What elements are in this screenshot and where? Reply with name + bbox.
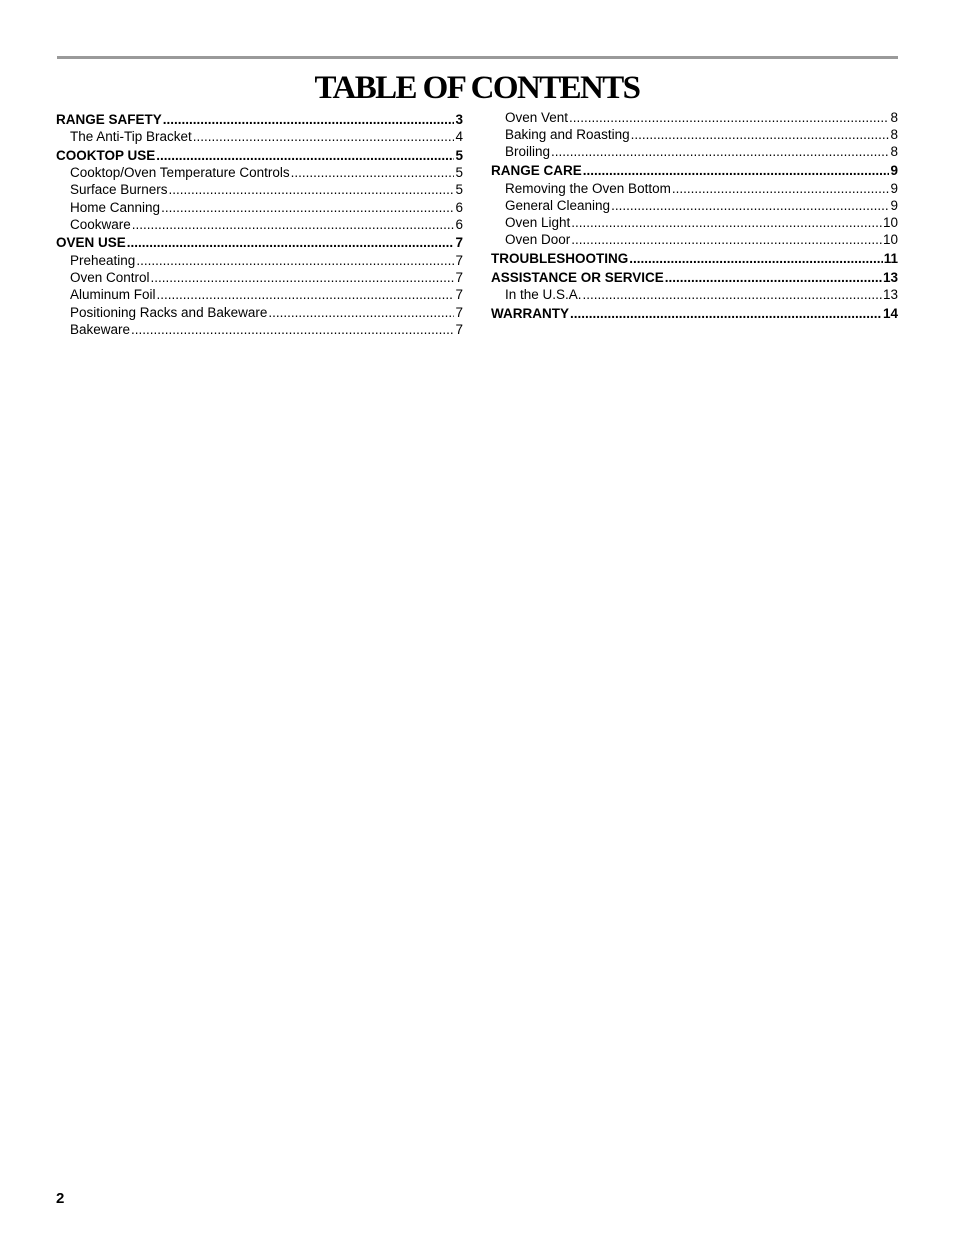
toc-entry-label: Oven Door <box>505 232 571 248</box>
toc-subsection-entry[interactable] <box>491 287 898 304</box>
toc-entry-label: Positioning Racks and Bakeware <box>70 304 268 320</box>
toc-subsection-entry[interactable] <box>56 305 463 322</box>
toc-section-entry[interactable] <box>56 148 463 166</box>
toc-entry-page: 9 <box>890 163 898 179</box>
toc-entry-page: 9 <box>890 197 898 213</box>
toc-entry-page: 5 <box>455 182 463 198</box>
page-number: 2 <box>56 1190 65 1207</box>
toc-entry-label: Oven Vent <box>505 110 569 125</box>
toc-subsection-entry[interactable] <box>56 287 463 304</box>
toc-entry-label: Aluminum Foil <box>70 287 156 303</box>
toc-entry-page: 8 <box>890 127 898 143</box>
toc-subsection-entry[interactable] <box>56 270 463 287</box>
toc-dot-leader <box>611 198 889 213</box>
toc-subsection-entry[interactable] <box>491 110 898 127</box>
toc-dot-leader <box>127 235 455 250</box>
toc-dot-leader <box>268 305 454 320</box>
toc-entry-page: 7 <box>455 304 463 320</box>
toc-entry-page: 4 <box>455 129 463 144</box>
toc-entry-page: 10 <box>882 214 898 230</box>
toc-dot-leader <box>665 270 882 285</box>
toc-entry-label: TROUBLESHOOTING <box>491 250 629 266</box>
toc-entry-label: Cooktop/Oven Temperature Controls <box>70 165 290 181</box>
toc-entry-page: 3 <box>455 111 463 127</box>
toc-subsection-entry[interactable] <box>56 217 463 234</box>
toc-entry-page: 6 <box>455 199 463 215</box>
toc-entry-page: 7 <box>455 321 463 337</box>
toc-entry-page: 14 <box>882 306 898 321</box>
toc-dot-leader <box>151 270 455 285</box>
toc-entry-label: ASSISTANCE OR SERVICE <box>491 269 664 285</box>
toc-left-column <box>56 110 463 339</box>
toc-entry-page: 10 <box>882 232 898 248</box>
toc-dot-leader <box>570 306 882 321</box>
toc-section-entry[interactable] <box>491 163 898 181</box>
toc-subsection-entry[interactable] <box>491 232 898 249</box>
toc-entry-label: OVEN USE <box>56 235 126 251</box>
toc-entry-page: 13 <box>882 287 898 303</box>
toc-entry-page: 8 <box>890 144 898 160</box>
toc-entry-label: Baking and Roasting <box>505 127 630 143</box>
toc-dot-leader <box>131 322 454 337</box>
toc-entry-page: 6 <box>455 216 463 232</box>
toc-dot-leader <box>569 110 889 125</box>
toc-subsection-entry[interactable] <box>56 322 463 339</box>
toc-section-entry[interactable] <box>56 112 463 130</box>
toc-entry-page: 7 <box>455 270 463 286</box>
toc-entry-page: 5 <box>455 165 463 181</box>
toc-entry-page: 8 <box>890 110 898 125</box>
toc-entry-label: General Cleaning <box>505 197 611 213</box>
toc-section-entry[interactable] <box>491 251 898 269</box>
toc-subsection-entry[interactable] <box>491 198 898 215</box>
toc-section-entry[interactable] <box>56 235 463 253</box>
toc-dot-leader <box>672 181 890 196</box>
toc-dot-leader <box>163 112 455 127</box>
toc-subsection-entry[interactable] <box>491 215 898 232</box>
toc-dot-leader <box>631 127 890 142</box>
toc-section-entry[interactable] <box>491 270 898 288</box>
toc-entry-label: Bakeware <box>70 321 131 337</box>
toc-entry-label: Cookware <box>70 216 131 232</box>
toc-dot-leader <box>161 200 454 215</box>
toc-entry-label: In the U.S.A. <box>505 287 582 303</box>
toc-dot-leader <box>629 251 882 266</box>
toc-dot-leader <box>291 165 455 180</box>
toc-subsection-entry[interactable] <box>56 253 463 270</box>
toc-dot-leader <box>169 182 455 197</box>
toc-entry-label: The Anti-Tip Bracket <box>70 129 192 144</box>
toc-entry-label: RANGE SAFETY <box>56 111 162 127</box>
toc-entry-page: 7 <box>455 287 463 303</box>
toc-entry-label: COOKTOP USE <box>56 147 156 163</box>
toc-dot-leader <box>193 129 455 144</box>
toc-dot-leader <box>571 215 882 230</box>
toc-entry-label: Removing the Oven Bottom <box>505 180 671 196</box>
toc-subsection-entry[interactable] <box>491 127 898 144</box>
toc-section-entry[interactable] <box>491 306 898 324</box>
toc-subsection-entry[interactable] <box>491 181 898 198</box>
header-rule <box>57 56 898 59</box>
toc-dot-leader <box>156 148 454 163</box>
toc-entry-label: Preheating <box>70 252 136 268</box>
toc-entry-label: WARRANTY <box>491 306 569 321</box>
toc-dot-leader <box>583 163 890 178</box>
toc-right-column <box>491 110 898 324</box>
toc-dot-leader <box>132 217 455 232</box>
toc-entry-page: 5 <box>455 147 463 163</box>
toc-dot-leader <box>571 232 882 247</box>
toc-entry-page: 9 <box>890 180 898 196</box>
toc-entry-page: 11 <box>883 250 898 266</box>
toc-entry-page: 13 <box>882 269 898 285</box>
toc-dot-leader <box>583 287 882 302</box>
toc-dot-leader <box>136 253 454 268</box>
toc-dot-leader <box>157 287 455 302</box>
toc-entry-label: Oven Control <box>70 270 150 286</box>
toc-entry-page: 7 <box>455 252 463 268</box>
toc-entry-page: 7 <box>455 235 463 251</box>
toc-subsection-entry[interactable] <box>56 165 463 182</box>
toc-subsection-entry[interactable] <box>56 129 463 146</box>
toc-subsection-entry[interactable] <box>56 182 463 199</box>
toc-entry-label: Oven Light <box>505 214 571 230</box>
toc-subsection-entry[interactable] <box>56 200 463 217</box>
toc-entry-label: Home Canning <box>70 199 161 215</box>
toc-entry-label: Surface Burners <box>70 182 168 198</box>
toc-entry-label: RANGE CARE <box>491 163 582 179</box>
toc-subsection-entry[interactable] <box>491 144 898 161</box>
toc-entry-label: Broiling <box>505 144 551 160</box>
page-title: TABLE OF CONTENTS <box>314 70 640 106</box>
toc-dot-leader <box>551 144 889 159</box>
